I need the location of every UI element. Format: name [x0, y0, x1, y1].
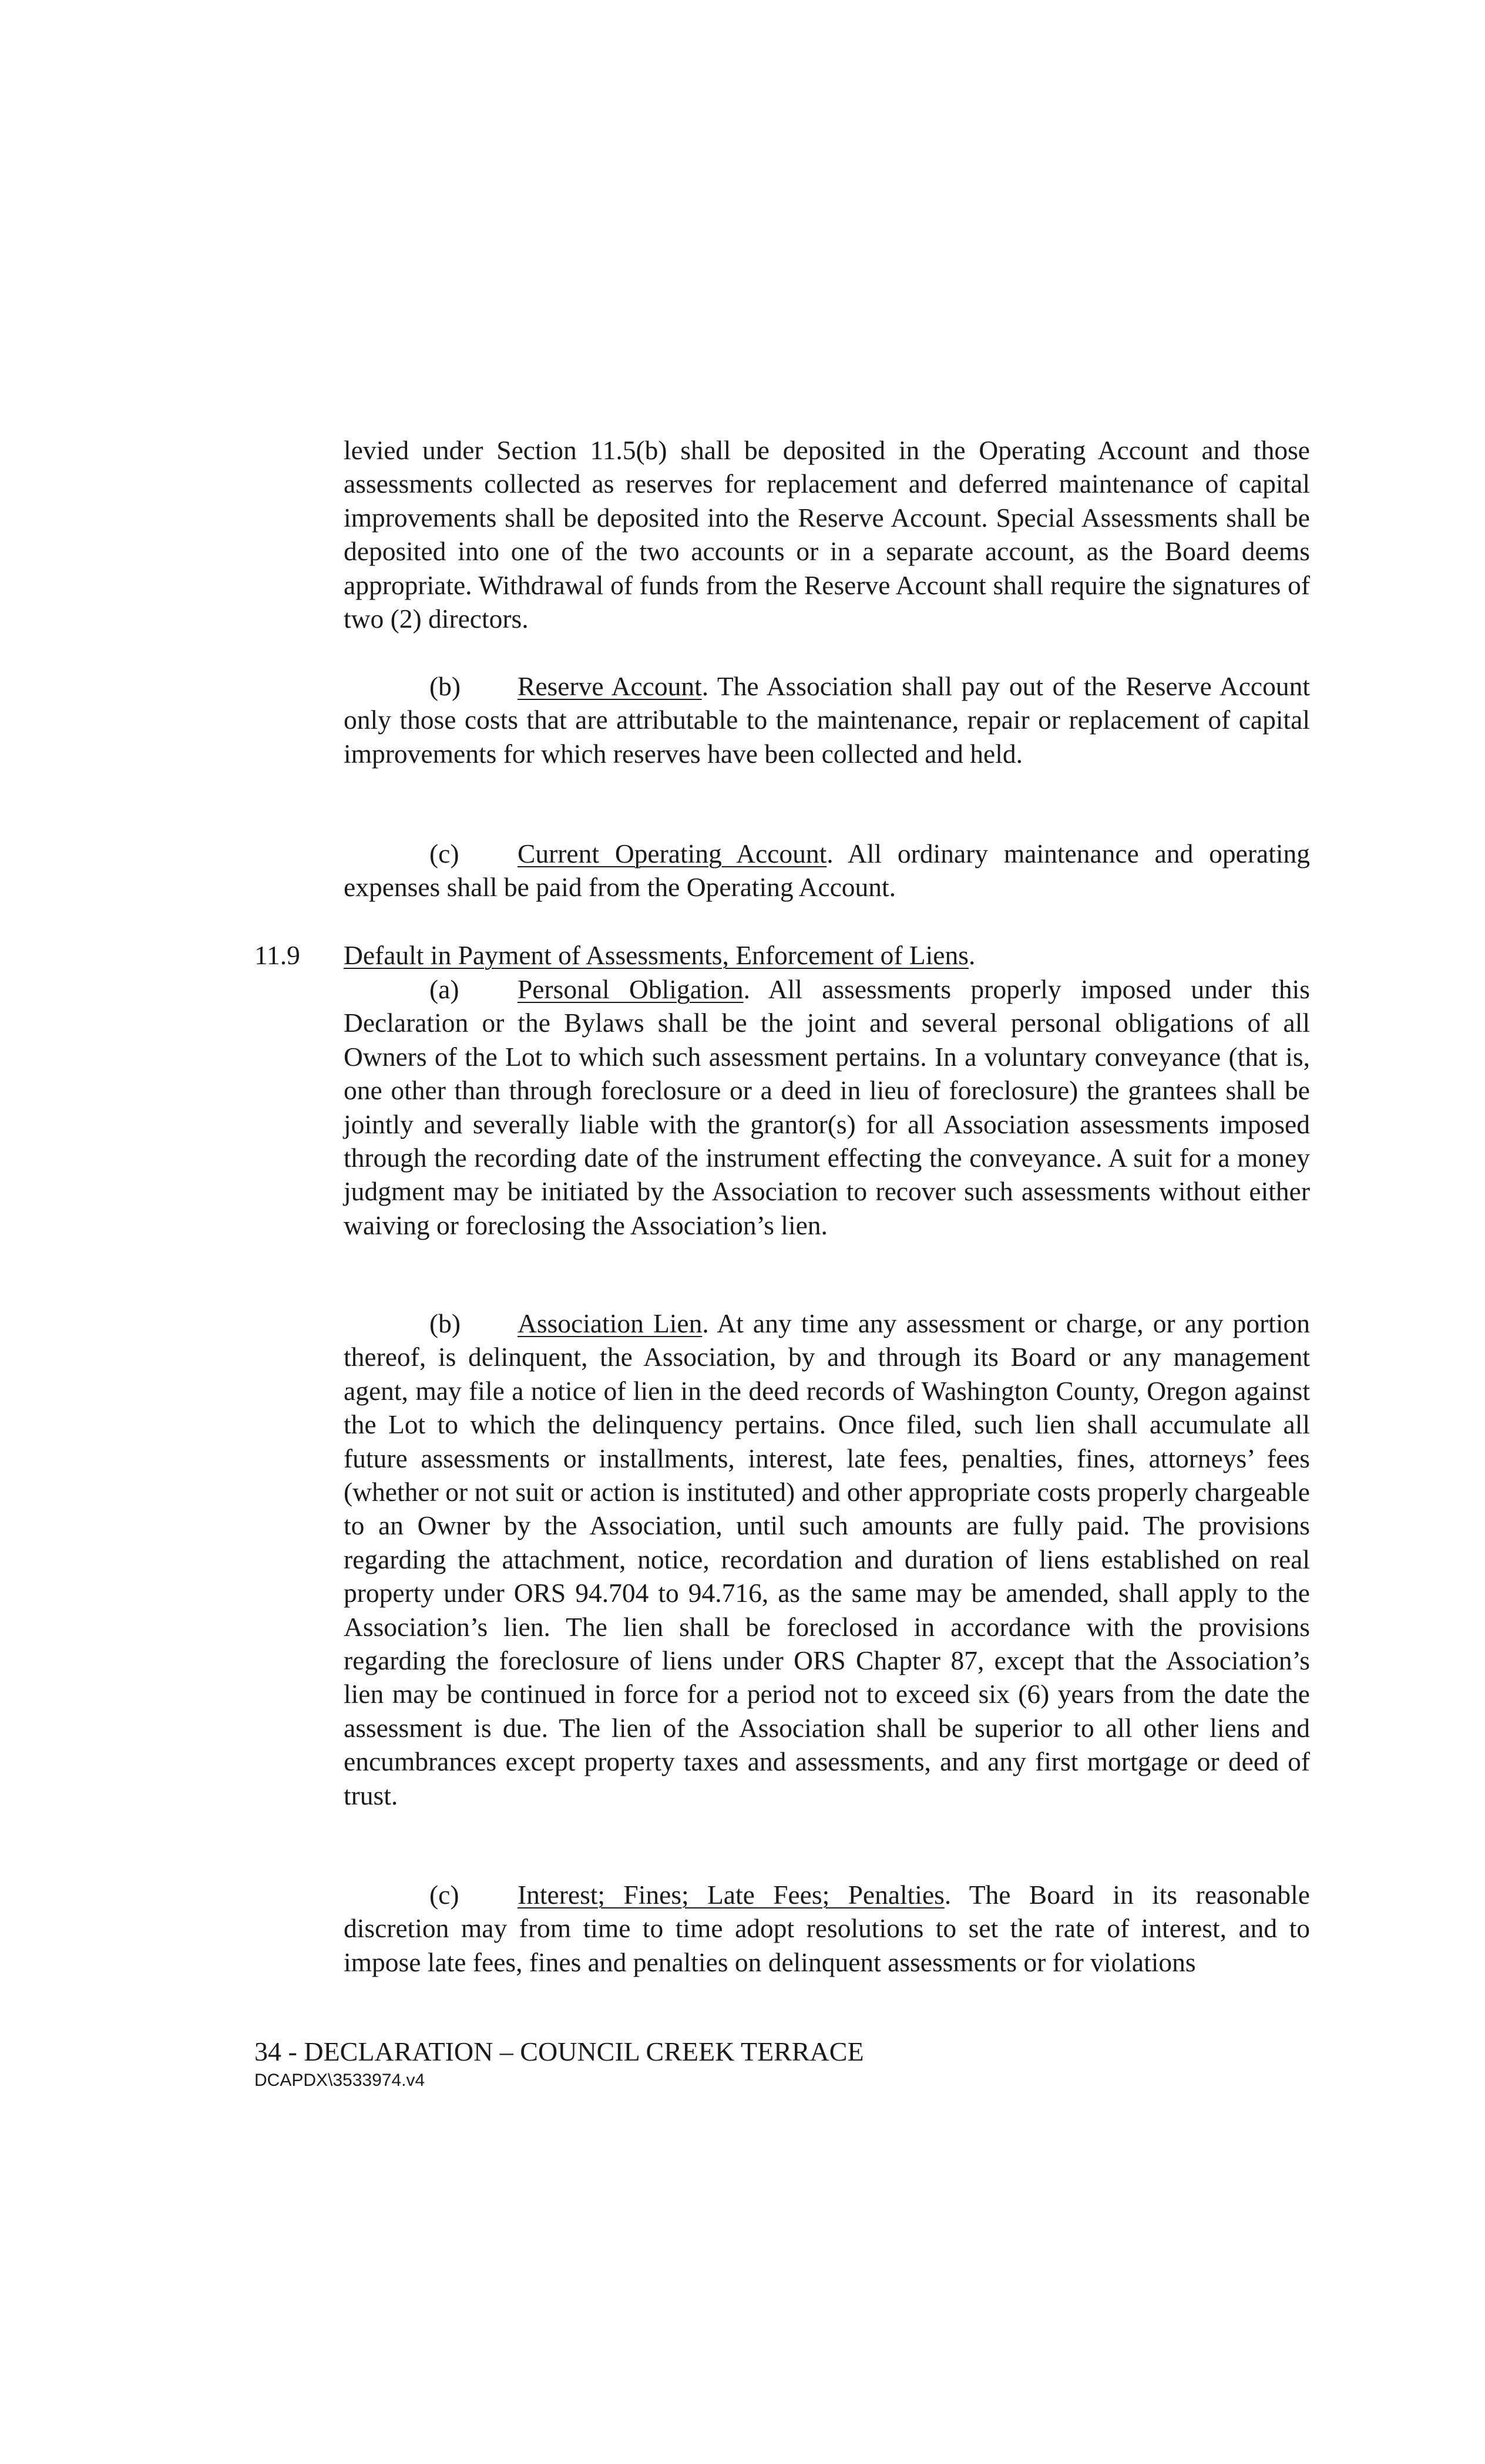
section-title-period: .: [968, 940, 976, 970]
subsection-text: . The Board in its reasonable discretion may from time to time adopt resolutions to set the rate of interest, and to impose late fees, fines and penalties on delinquent assessments or for violations: [344, 1880, 1311, 1977]
footer-document-id: DCAPDX\3533974.v4: [254, 2071, 425, 2090]
subsection-label: (b): [429, 1308, 461, 1338]
section-number: 11.9: [254, 940, 300, 970]
subsection-label: (a): [429, 974, 459, 1004]
paragraph-association-lien: [344, 1307, 1310, 1812]
subsection-heading: Interest; Fines; Late Fees; Penalties: [518, 1880, 945, 1910]
paragraph-operating-account: [344, 837, 1310, 904]
paragraph-interest-fines: [344, 1878, 1310, 1979]
paragraph-personal-obligation: [344, 972, 1310, 1242]
subsection-label: (b): [429, 671, 461, 701]
paragraph-intro: levied under Section 11.5(b) shall be deposited in the Operating Account and those assessments collected as reserves for replacement and deferred maintenance of capital improvements shall be deposited into the Reserve Account. Special Assessments shall be deposited into one of the two accounts or in a separate account, as the Board deems appropriate. Withdrawal of funds from the Reserve Account shall require the signatures of two (2) directors.: [344, 435, 1310, 634]
subsection-label: (c): [429, 1880, 459, 1910]
subsection-text: . All ordinary maintenance and operating expenses shall be paid from the Operating Account.: [344, 839, 1310, 903]
subsection-text: . All assessments properly imposed under this Declaration or the Bylaws shall be the joint and several personal obligations of all Owners of the Lot to which such assessment pertains. In a voluntary conveyance (that is, one other than through foreclosure or a deed in lieu of foreclosure) the grantees shall be jointly and severally liable with the grantor(s) for all Association assessments imposed through the recording date of the instrument effecting the conveyance. A suit for a money judgment may be initiated by the Association to recover such assessments without either waiving or foreclosing the Association’s lien.: [344, 974, 1310, 1240]
paragraph-reserve-account: [344, 669, 1310, 770]
subsection-heading: Personal Obligation: [518, 974, 744, 1004]
subsection-heading: Current Operating Account: [518, 839, 827, 869]
subsection-label: (c): [429, 839, 459, 869]
section-title-text: Default in Payment of Assessments, Enforcement of Liens: [344, 940, 969, 970]
subsection-heading: Association Lien: [518, 1308, 703, 1338]
subsection-heading: Reserve Account: [518, 671, 702, 701]
footer-page-title: 34 - DECLARATION – COUNCIL CREEK TERRACE: [254, 2036, 864, 2066]
subsection-text: . At any time any assessment or charge, or any portion thereof, is delinquent, the Association, by and through its Board or any management agent, may file a notice of lien in the deed records of Washington County, Oregon against the Lot to which the delinquency pertains. Once filed, such lien shall accumulate all future assessments or installments, interest, late fees, penalties, fines, attorneys’ fees (whether or not suit or action is instituted) and other appropriate costs properly chargeable to an Owner by the Association, until such amounts are fully paid. The provisions regarding the attachment, notice, recordation and duration of liens established on real property under ORS 94.704 to 94.716, as the same may be amended, shall apply to the Association’s lien. The lien shall be foreclosed in accordance with the provisions regarding the foreclosure of liens under ORS Chapter 87, except that the Association’s lien may be continued in force for a period not to exceed six (6) years from the date the assessment is due. The lien of the Association shall be superior to all other liens and encumbrances except property taxes and assessments, and any first mortgage or deed of trust.: [344, 1308, 1311, 1810]
section-title: [344, 938, 975, 972]
subsection-text: . The Association shall pay out of the Reserve Account only those costs that are attributable to the maintenance, repair or replacement of capital improvements for which reserves have been collected and held.: [344, 671, 1310, 769]
